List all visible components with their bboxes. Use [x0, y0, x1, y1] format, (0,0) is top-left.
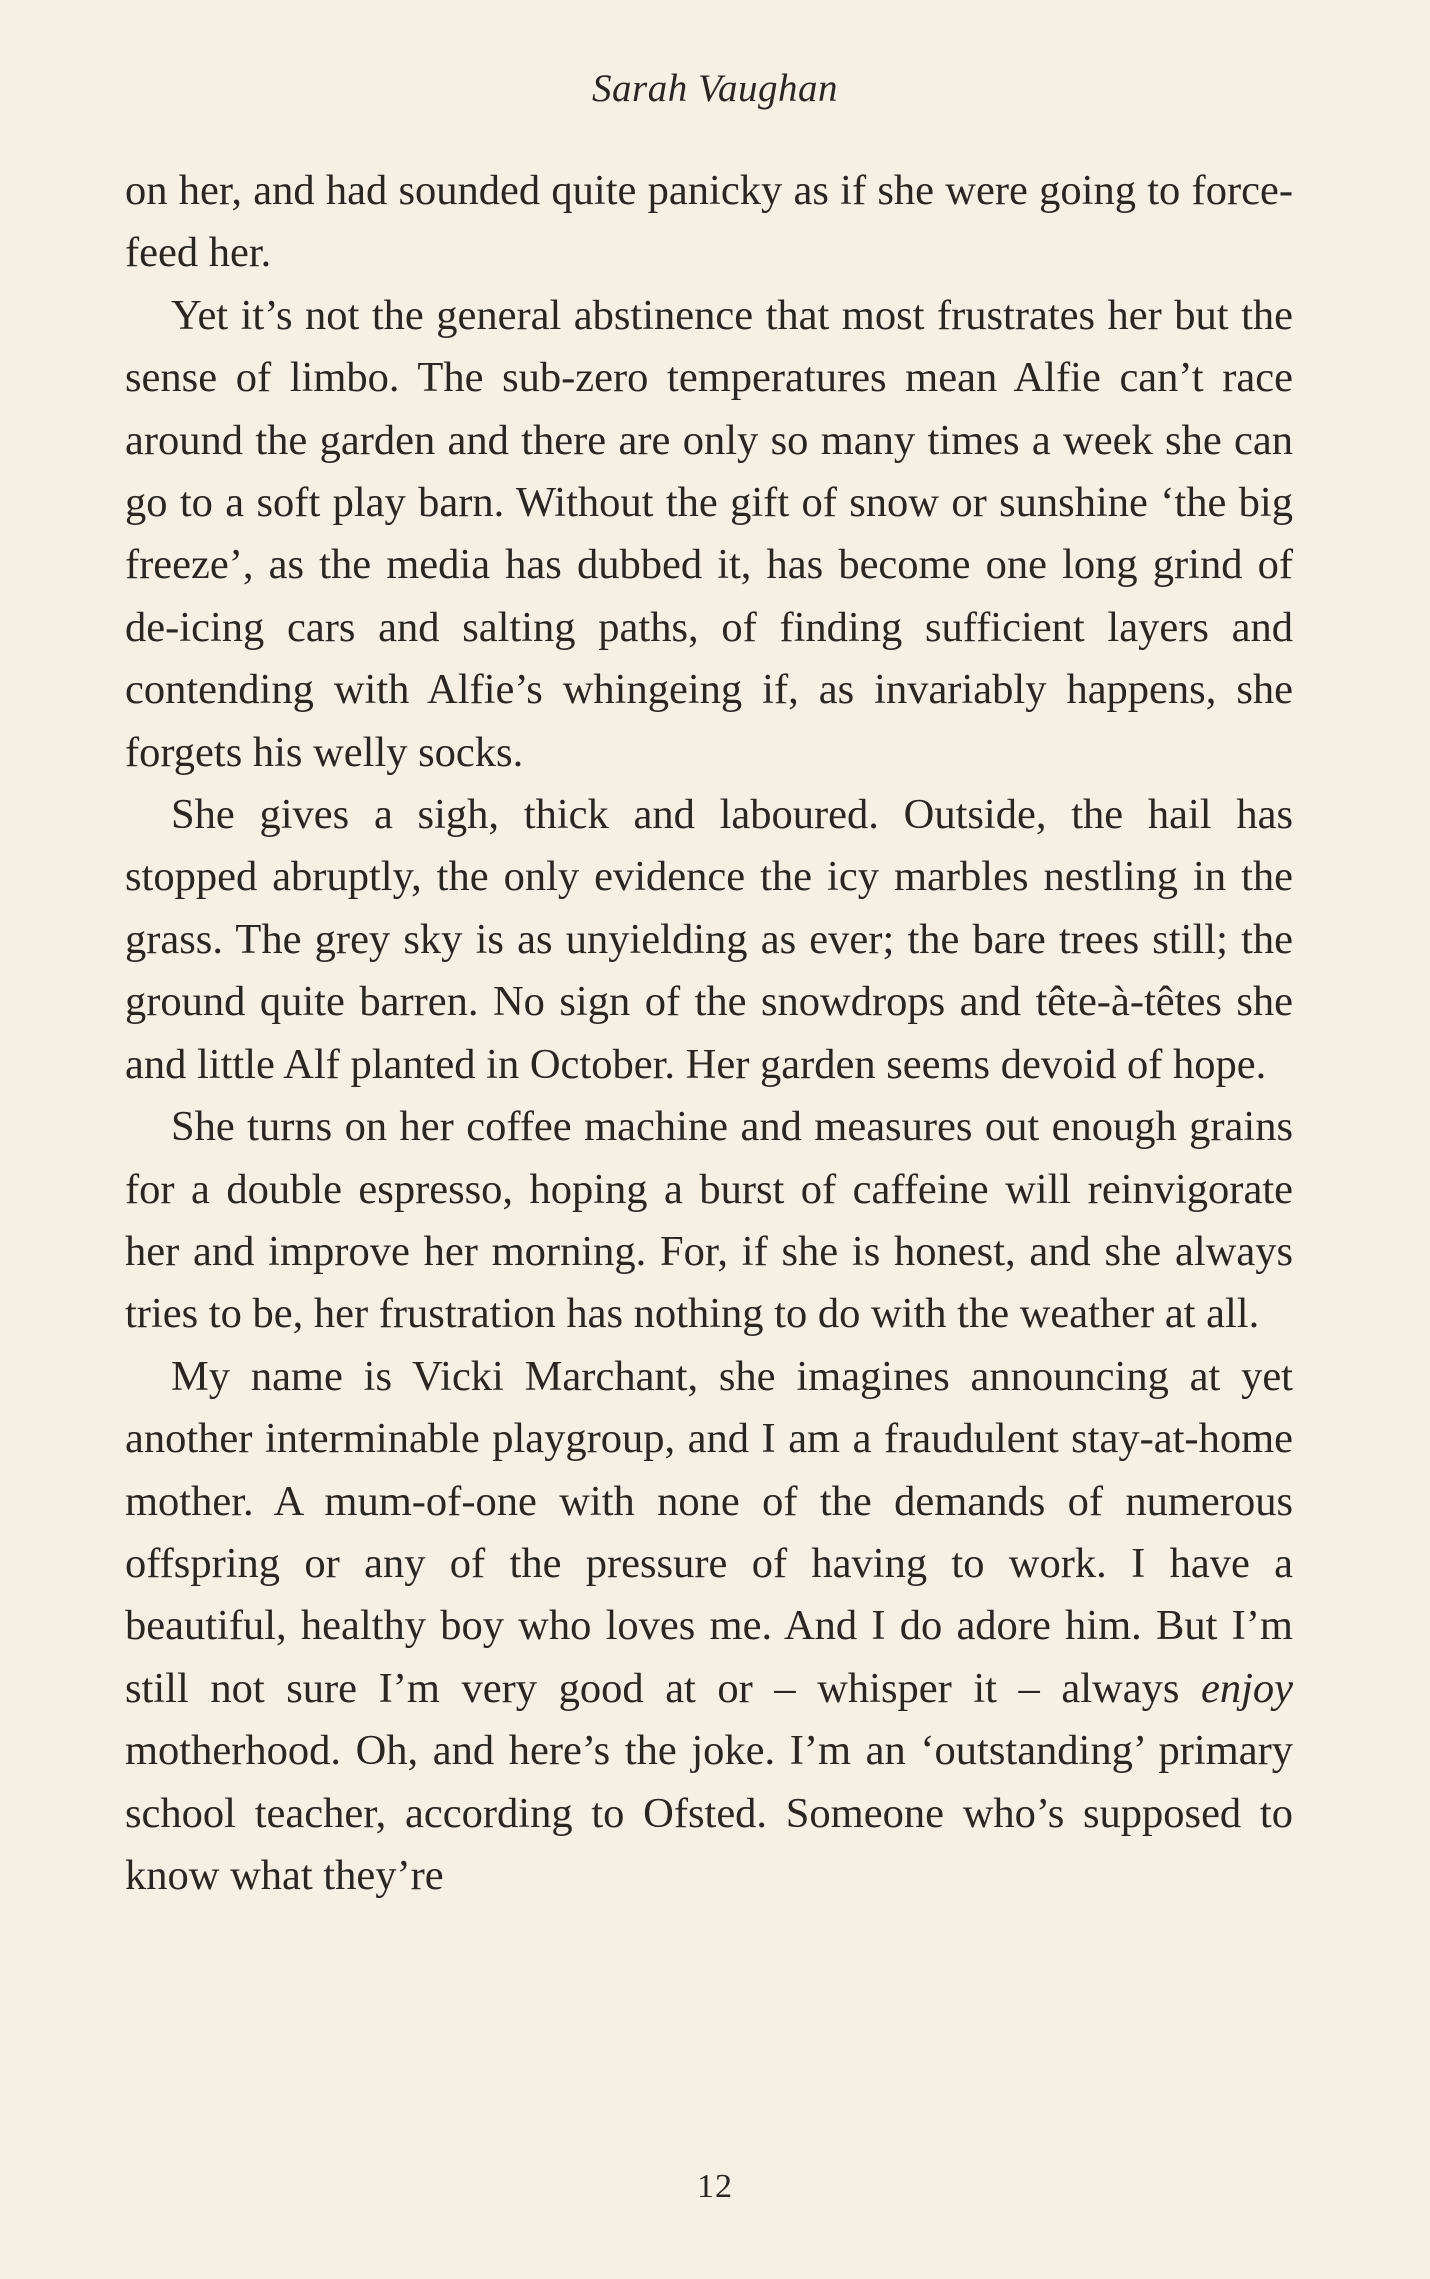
- paragraph-text: My name is Vicki Marchant, she imagines announcing at yet another interminable playgroup, and I am a fraudulent stay-at-home mother. A mum-of-one with none of the demands of numerous offspring or any of the pressure of having to work. I have a beautiful, healthy boy who loves me. And I do adore him. But I’m still not sure I’m very good at or – whisper it – always: [125, 1352, 1293, 1712]
- paragraph: [125, 1346, 1293, 1908]
- page-number: 12: [697, 2168, 733, 2205]
- paragraph-text: She turns on her coffee machine and measures out enough grains for a double espresso, hoping a burst of caffeine will reinvigorate her and improve her morning. For, if she is honest, and she always tries to be, her frustration has nothing to do with the weather at all.: [125, 1103, 1293, 1338]
- body-text: [125, 160, 1293, 1907]
- paragraph-text: motherhood. Oh, and here’s the joke. I’m an ‘outstanding’ primary school teacher, according to Ofsted. Someone who’s supposed to know what they’re: [125, 1727, 1293, 1899]
- paragraph-text: She gives a sigh, thick and laboured. Outside, the hail has stopped abruptly, the only evidence the icy marbles nestling in the grass. The grey sky is as unyielding as ever; the bare trees still; the ground quite barren. No sign of the snowdrops and tête-à-têtes she and little Alf planted in October. Her garden seems devoid of hope.: [125, 791, 1293, 1088]
- emphasis-text: enjoy: [1200, 1664, 1293, 1712]
- paragraph-text: on her, and had sounded quite panicky as if she were going to force-feed her.: [125, 167, 1293, 277]
- paragraph: [125, 784, 1293, 1096]
- paragraph: [125, 285, 1293, 784]
- paragraph: [125, 160, 1293, 285]
- paragraph-text: Yet it’s not the general abstinence that most frustrates her but the sense of limbo. The sub-zero temperatures mean Alfie can’t race around the garden and there are only so many times a week she can go to a soft play barn. Without the gift of snow or sunshine ‘the big freeze’, as the media has dubbed it, has become one long grind of de-icing cars and salting paths, of finding sufficient layers and contending with Alfie’s whingeing if, as invariably happens, she forgets his welly socks.: [125, 291, 1293, 776]
- paragraph: [125, 1096, 1293, 1346]
- running-head: Sarah Vaughan: [592, 67, 838, 110]
